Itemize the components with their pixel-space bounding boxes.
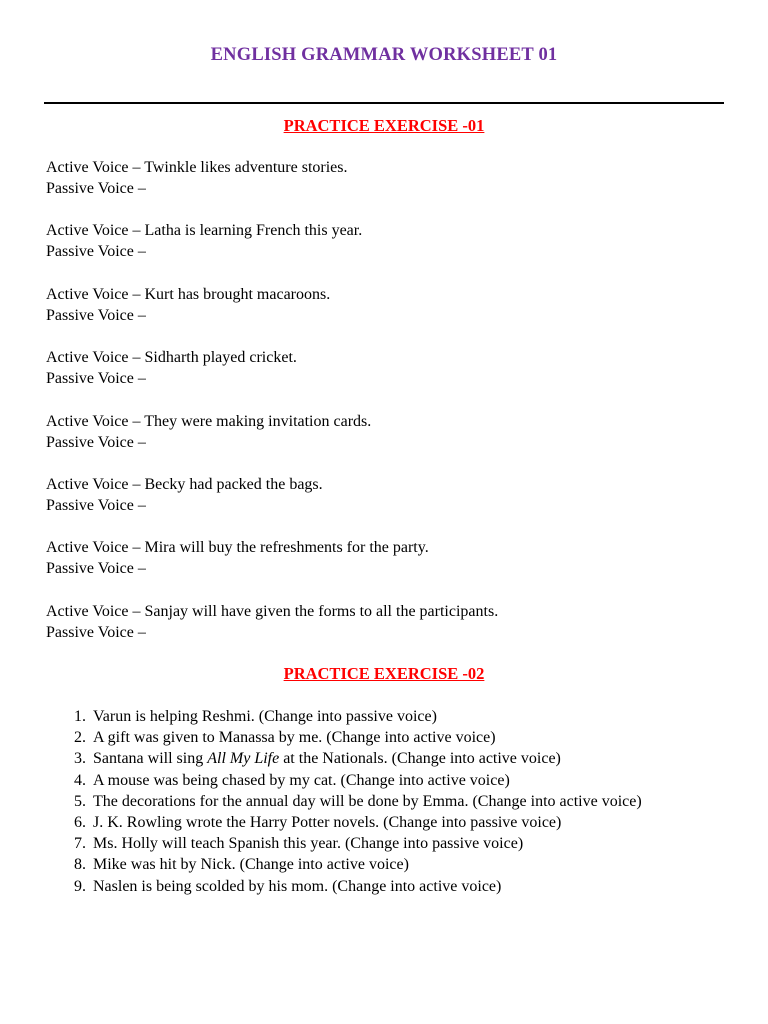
active-voice-line [46,347,736,368]
active-voice-line [46,474,736,495]
item-text [93,833,523,854]
passive-voice-line: Passive Voice – [46,496,146,514]
passive-voice-line: Passive Voice – [46,370,146,388]
active-label: Active Voice – [46,539,145,557]
active-label: Active Voice – [46,285,145,303]
item-number: 4. [74,771,86,789]
item-text-part: Mike was hit by Nick. (Change into active voice) [93,856,409,874]
item-number: 8. [74,856,86,874]
item-text-part: Naslen is being scolded by his mom. (Change into active voice) [93,877,502,895]
item-text-part: The decorations for the annual day will be done by Emma. (Change into active voice) [93,792,642,810]
passive-voice-line: Passive Voice – [46,623,146,641]
list-item [62,833,752,854]
exercise-1-pair [46,157,736,220]
active-sentence: Becky had packed the bags. [144,475,323,493]
active-label: Active Voice – [46,602,145,620]
item-number: 2. [74,729,86,747]
exercise-1-list [46,157,736,664]
item-text-part: at the Nationals. (Change into active voice) [279,750,561,768]
item-number: 3. [74,750,86,768]
item-number: 7. [74,835,86,853]
list-item [62,727,752,748]
item-number: 6. [74,814,86,832]
item-number: 5. [74,792,86,810]
exercise-2-heading: PRACTICE EXERCISE -02 [283,664,485,683]
item-number: 9. [74,877,86,895]
item-text-part: Santana will sing [93,750,208,768]
active-label: Active Voice – [46,475,145,493]
list-item [62,706,752,727]
list-item [62,812,752,833]
item-text-part: Ms. Holly will teach Spanish this year. (Change into passive voice) [93,835,524,853]
item-text-part: J. K. Rowling wrote the Harry Potter novels. (Change into passive voice) [93,814,562,832]
active-sentence: Twinkle likes adventure stories. [144,159,348,176]
active-sentence: Kurt has brought macaroons. [144,285,331,303]
active-voice-line [46,537,736,558]
exercise-1-heading: PRACTICE EXERCISE -01 [283,116,485,135]
active-voice-line [46,157,736,178]
list-item [62,770,752,791]
passive-voice-line: Passive Voice – [46,306,146,324]
exercise-1-pair [46,284,736,347]
exercise-1-pair [46,474,736,537]
passive-voice-line: Passive Voice – [46,433,146,451]
list-item [62,854,752,875]
item-text [93,706,437,727]
active-label: Active Voice – [46,412,145,430]
active-voice-line [46,411,736,432]
active-voice-line [46,284,736,305]
exercise-1-pair [46,220,736,283]
item-number: 1. [74,708,86,725]
item-italic-title: All My Life [207,750,280,768]
active-sentence: They were making invitation cards. [144,412,372,430]
active-sentence: Latha is learning French this year. [144,222,363,240]
list-item [62,748,752,769]
item-text [93,876,501,897]
item-text-part: A gift was given to Manassa by me. (Change into active voice) [93,729,496,747]
worksheet-title: ENGLISH GRAMMAR WORKSHEET 01 [210,45,558,65]
item-text-part: A mouse was being chased by my cat. (Change into active voice) [93,771,510,789]
item-text [93,791,642,812]
exercise-1-pair [46,347,736,410]
item-text [93,748,561,769]
active-label: Active Voice – [46,349,145,367]
active-sentence: Sidharth played cricket. [144,349,297,367]
active-label: Active Voice – [46,159,145,176]
exercise-2-list [62,706,752,897]
active-sentence: Mira will buy the refreshments for the party. [144,539,429,557]
active-label: Active Voice – [46,222,145,240]
list-item [62,791,752,812]
exercise-1-pair [46,601,736,664]
title-divider [44,102,724,104]
exercise-1-pair [46,537,736,600]
item-text [93,770,510,791]
active-voice-line [46,601,736,622]
item-text [93,812,561,833]
item-text-part: Varun is helping Reshmi. (Change into passive voice) [93,708,437,725]
passive-voice-line: Passive Voice – [46,180,146,197]
active-sentence: Sanjay will have given the forms to all the participants. [144,602,499,620]
item-text [93,854,409,875]
passive-voice-line: Passive Voice – [46,243,146,261]
active-voice-line [46,220,736,241]
list-item [62,876,752,897]
passive-voice-line: Passive Voice – [46,560,146,578]
exercise-1-pair [46,411,736,474]
item-text [93,727,496,748]
